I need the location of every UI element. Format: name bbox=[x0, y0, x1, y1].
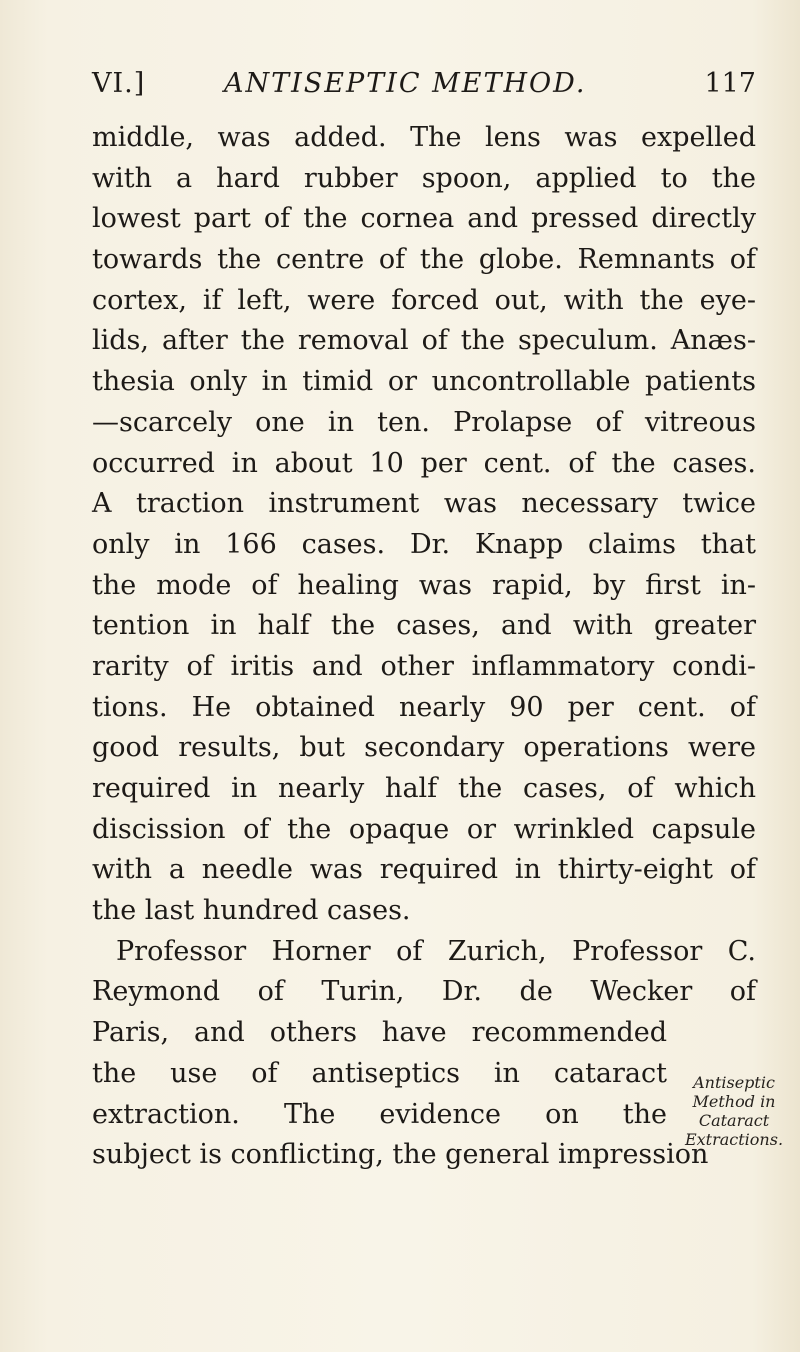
margin-sidenote bbox=[670, 1073, 798, 1149]
text-line: discission of the opaque or wrinkled capsule bbox=[92, 813, 756, 845]
text-line: occurred in about 10 per cent. of the cases. bbox=[92, 447, 756, 479]
text-line: required in nearly half the cases, of which bbox=[92, 773, 756, 804]
text-line: —scarcely one in ten. Prolapse of vitreous bbox=[92, 406, 756, 438]
text-line: good results, but secondary operations were bbox=[92, 732, 756, 764]
text-line-paragraph-start: Professor Horner of Zurich, Professor C. bbox=[116, 935, 756, 967]
text-line: Reymond of Turin, Dr. de Wecker of bbox=[92, 976, 756, 1008]
running-header bbox=[92, 68, 756, 104]
text-line: tention in half the cases, and with greater bbox=[92, 610, 756, 642]
text-line: cortex, if left, were forced out, with the eye- bbox=[92, 284, 756, 316]
text-line: tions. He obtained nearly 90 per cent. of bbox=[92, 691, 756, 723]
text-line: rarity of iritis and other inflammatory condi- bbox=[92, 650, 756, 682]
text-line: lowest part of the cornea and pressed directly bbox=[92, 203, 756, 235]
text-line: with a hard rubber spoon, applied to the bbox=[92, 162, 756, 194]
sidenote-line: Cataract bbox=[698, 1111, 770, 1130]
text-line: with a needle was required in thirty-eight of bbox=[92, 854, 756, 886]
sidenote-line: Method in bbox=[692, 1092, 776, 1111]
text-line: only in 166 cases. Dr. Knapp claims that bbox=[92, 528, 756, 560]
text-line: the last hundred cases. bbox=[92, 895, 411, 927]
text-line: Paris, and others have recommended bbox=[92, 1017, 667, 1049]
text-line: towards the centre of the globe. Remnants of bbox=[92, 244, 756, 276]
text-line: middle, was added. The lens was expelled bbox=[92, 122, 756, 153]
text-line: subject is conflicting, the general impression bbox=[92, 1139, 709, 1171]
text-line: lids, after the removal of the speculum. Anæs- bbox=[92, 325, 756, 357]
sidenote-line: Extractions. bbox=[684, 1130, 784, 1149]
page-number: 117 bbox=[704, 68, 756, 99]
text-line: extraction. The evidence on the bbox=[92, 1098, 667, 1130]
running-title: ANTISEPTIC METHOD. bbox=[224, 68, 587, 99]
text-line: the use of antiseptics in cataract bbox=[92, 1057, 667, 1089]
sidenote-line: Antiseptic bbox=[693, 1073, 775, 1092]
chapter-number: VI.] bbox=[92, 68, 146, 99]
body-text bbox=[92, 118, 756, 1176]
text-line: thesia only in timid or uncontrollable patients bbox=[92, 366, 756, 398]
text-line: A traction instrument was necessary twice bbox=[92, 488, 756, 520]
text-line: the mode of healing was rapid, by first in- bbox=[92, 569, 756, 601]
